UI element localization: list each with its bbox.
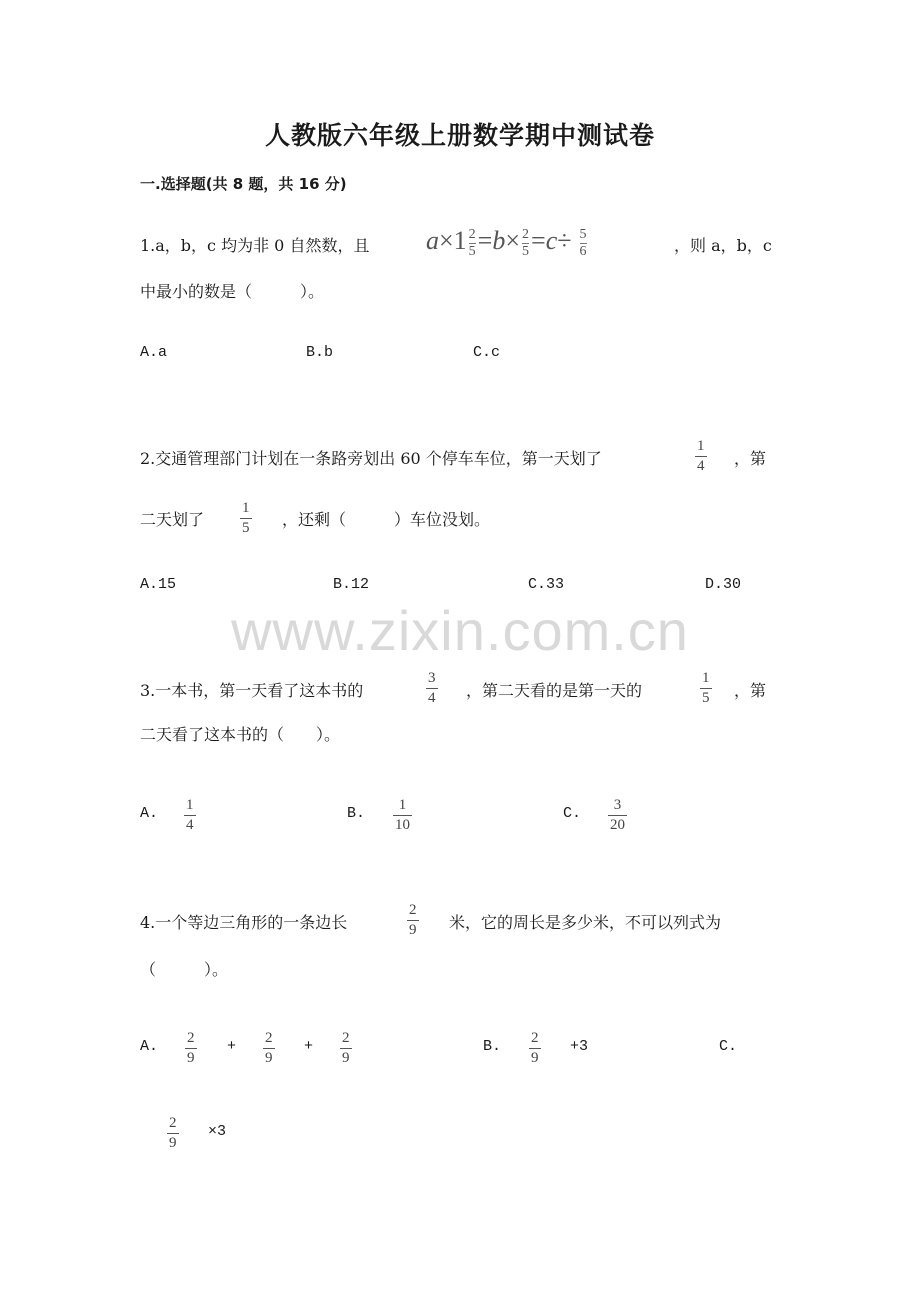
q1-eq1: =: [477, 226, 493, 255]
q1-times: ×: [439, 226, 454, 255]
q4-c-den: 9: [169, 1135, 177, 1151]
q2-option-d[interactable]: D.30: [705, 576, 742, 593]
q4-opt-a-frac-3: [340, 1030, 352, 1067]
q4-c-num: 2: [169, 1115, 177, 1131]
q4-opt-a-frac-1: [185, 1030, 197, 1067]
q4-line1-end: 米，它的周长是多少米，不可以列式为: [449, 913, 722, 932]
watermark: www.zixin.com.cn: [231, 599, 689, 662]
q1-f2-num: 2: [522, 226, 530, 242]
q4-option-b[interactable]: B.: [483, 1038, 502, 1055]
q1-formula: [426, 226, 589, 259]
q4-option-a[interactable]: A.: [140, 1038, 159, 1055]
q3-option-c[interactable]: C.: [563, 805, 582, 822]
q1-option-b[interactable]: B.b: [306, 344, 334, 361]
q3-opt-c-num: 3: [613, 797, 622, 813]
q4-opt-a-frac-2: [263, 1030, 275, 1067]
q3-fraction-1: [426, 670, 438, 707]
q3-line1-mid: ，第二天看的是第一天的: [466, 681, 643, 700]
q4-opt-c-suffix: ×3: [208, 1123, 227, 1140]
q2-fraction-1: [695, 438, 707, 475]
q4-f-den: 9: [409, 922, 417, 938]
q4-opt-c-frac: [167, 1115, 179, 1152]
q1-line2: 中最小的数是（ ）。: [140, 282, 325, 301]
q3-option-a[interactable]: A.: [140, 805, 159, 822]
q1-div: ÷: [557, 226, 572, 255]
q1-f2-den: 5: [522, 243, 530, 259]
q2-line1-end: ，第: [734, 449, 767, 468]
q4-fraction: [407, 902, 419, 939]
q4-b-num: 2: [531, 1030, 539, 1046]
q4-a3-den: 9: [342, 1050, 350, 1066]
q1-whole: 1: [453, 226, 467, 255]
q3-option-b[interactable]: B.: [347, 805, 366, 822]
q2-fraction-2: [240, 500, 252, 537]
q1-var-c: c: [545, 226, 558, 255]
q3-fraction-2: [700, 670, 712, 707]
q1-text-after: ，则 a，b，c: [674, 236, 772, 255]
page-title: 人教版六年级上册数学期中测试卷: [264, 121, 655, 150]
q1-fraction-2: [522, 228, 529, 259]
q4-f-num: 2: [409, 902, 417, 918]
q4-line2: （ ）。: [140, 960, 229, 979]
q3-opt-c-den: 20: [610, 817, 625, 833]
q1-option-c[interactable]: C.c: [473, 344, 501, 361]
q3-opt-b-den: 10: [395, 817, 410, 833]
q2-option-c[interactable]: C.33: [528, 576, 565, 593]
q2-line2-start: 二天划了: [140, 510, 205, 529]
q3-f1-den: 4: [428, 690, 436, 706]
q1-times2: ×: [505, 226, 521, 255]
q1-fraction-1: [469, 228, 476, 259]
q1-option-a[interactable]: A.a: [140, 344, 168, 361]
q3-f1-num: 3: [428, 670, 436, 686]
q1-f3-den: 6: [579, 243, 587, 259]
q4-a2-den: 9: [265, 1050, 273, 1066]
q2-f2-num: 1: [242, 500, 250, 516]
q1-text-before: 1.a，b，c 均为非 0 自然数，且: [140, 236, 370, 255]
q4-a1-den: 9: [187, 1050, 195, 1066]
q1-f3-num: 5: [579, 226, 587, 242]
q1-eq2: =: [531, 226, 546, 255]
q4-opt-a-plus-2: +: [304, 1038, 314, 1055]
q1-f1-den: 5: [468, 243, 476, 259]
q4-opt-b-frac: [529, 1030, 541, 1067]
q2-option-a[interactable]: A.15: [140, 576, 177, 593]
q3-option-a-fraction: [184, 797, 196, 834]
q3-opt-b-num: 1: [398, 797, 407, 813]
q4-opt-b-suffix: +3: [570, 1038, 589, 1055]
q3-f2-num: 1: [702, 670, 710, 686]
q4-a3-num: 2: [342, 1030, 350, 1046]
q1-f1-num: 2: [468, 226, 476, 242]
q3-line1: 3.一本书，第一天看了这本书的: [140, 681, 364, 700]
q3-opt-a-num: 1: [186, 797, 194, 813]
q4-a1-num: 2: [187, 1030, 195, 1046]
q4-opt-a-plus-1: +: [227, 1038, 237, 1055]
q4-option-c[interactable]: C.: [719, 1038, 738, 1055]
q2-option-b[interactable]: B.12: [333, 576, 370, 593]
q2-line1: 2.交通管理部门计划在一条路旁划出 60 个停车车位，第一天划了: [140, 449, 602, 468]
q4-line1: 4.一个等边三角形的一条边长: [140, 913, 348, 932]
q4-a2-num: 2: [265, 1030, 273, 1046]
q3-line2: 二天看了这本书的（ ）。: [140, 725, 341, 744]
q1-var-b: b: [492, 226, 506, 255]
q3-option-b-fraction: [393, 797, 412, 834]
q4-b-den: 9: [531, 1050, 539, 1066]
q1-var-a: a: [426, 226, 439, 255]
q3-option-c-fraction: [608, 797, 627, 834]
q3-opt-a-den: 4: [186, 817, 194, 833]
section-heading: 一.选择题(共 8 题，共 16 分): [140, 175, 347, 193]
q2-f1-num: 1: [697, 438, 705, 454]
q1-fraction-3: [580, 228, 587, 259]
q2-line2-end: ，还剩（ ）车位没划。: [282, 510, 491, 529]
q3-line1-end: ，第: [734, 681, 767, 700]
q3-f2-den: 5: [702, 690, 710, 706]
q2-f1-den: 4: [697, 458, 705, 474]
q2-f2-den: 5: [242, 520, 250, 536]
